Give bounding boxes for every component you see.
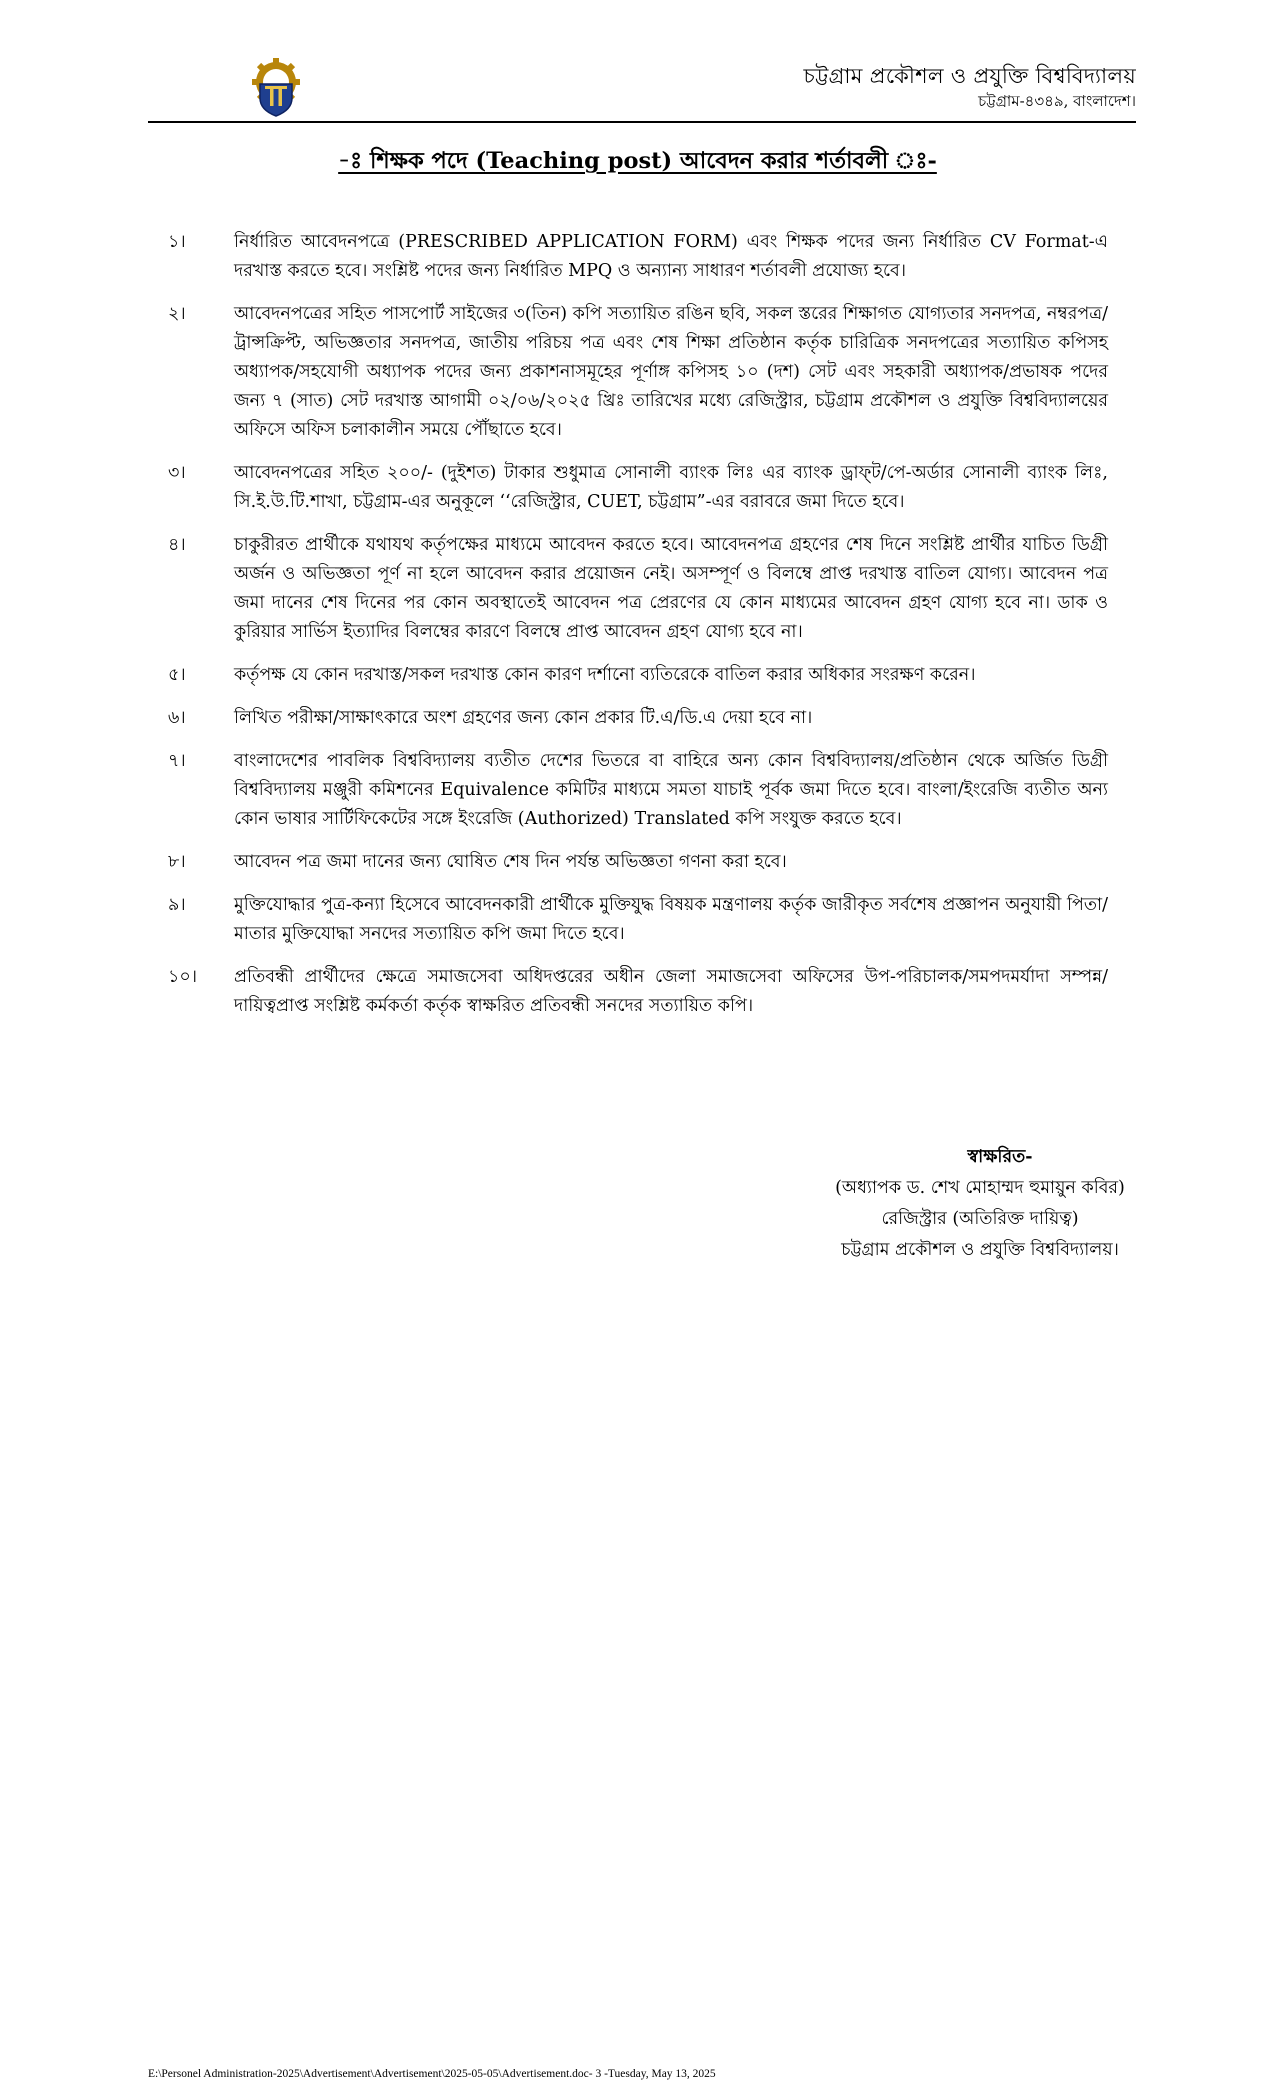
document-title <box>0 146 1275 176</box>
condition-item <box>168 704 1108 733</box>
signatory-institution: চট্টগ্রাম প্রকৌশল ও প্রযুক্তি বিশ্ববিদ্যালয়। <box>841 1240 1119 1260</box>
conditions-list <box>168 228 1108 1035</box>
condition-text: বাংলাদেশের পাবলিক বিশ্ববিদ্যালয় ব্যতীত দেশের ভিতরে বা বাহিরে অন্য কোন বিশ্ববিদ্যালয়/প্রতিষ্ঠান থেকে অর্জিত ডিগ্রী বিশ্ববিদ্যালয় মঞ্জুরী কমিশনের Equivalence কমিটির মাধ্যমে সমতা যাচাই পূর্বক জমা দিতে হবে। বাংলা/ইংরেজি ব্যতীত অন্য কোন ভাষার সার্টিফিকেটের সঙ্গে ইংরেজি (Authorized) Translated কপি সংযুক্ত করতে হবে। <box>234 751 1108 829</box>
condition-number: ৮। <box>168 852 186 872</box>
document-header <box>148 52 1136 122</box>
condition-item <box>168 848 1108 877</box>
condition-number: ৭। <box>168 751 186 771</box>
condition-item <box>168 300 1108 445</box>
condition-text: কর্তৃপক্ষ যে কোন দরখাস্ত/সকল দরখাস্ত কোন কারণ দর্শানো ব্যতিরেকে বাতিল করার অধিকার সংরক্ষণ করেন। <box>234 665 976 685</box>
condition-item <box>168 531 1108 647</box>
condition-item <box>168 661 1108 690</box>
signature-block <box>780 1142 1180 1266</box>
header-divider <box>148 121 1136 123</box>
condition-number: ৫। <box>168 665 186 685</box>
condition-item <box>168 891 1108 949</box>
condition-number: ১। <box>168 232 186 252</box>
condition-item <box>168 747 1108 834</box>
condition-number: ৬। <box>168 708 186 728</box>
condition-number: ২। <box>168 304 186 324</box>
condition-text: লিখিত পরীক্ষা/সাক্ষাৎকারে অংশ গ্রহণের জন্য কোন প্রকার টি.এ/ডি.এ দেয়া হবে না। <box>234 708 813 728</box>
condition-text: আবেদনপত্রের সহিত ২০০/- (দুইশত) টাকার শুধুমাত্র সোনালী ব্যাংক লিঃ এর ব্যাংক ড্রাফ্‌ট/পে-অর্ডার সোনালী ব্যাংক লিঃ, সি.ই.উ.টি.শাখা, চট্টগ্রাম-এর অনুকূলে ‘‘রেজিস্ট্রার, CUET, চট্টগ্রাম”-এর বরাবরে জমা দিতে হবে। <box>234 463 1108 512</box>
condition-number: ৪। <box>168 535 186 555</box>
header-text-block <box>804 62 1137 112</box>
cuet-crest-logo <box>248 58 304 118</box>
file-path-footer: E:\Personel Administration-2025\Advertisement\Advertisement\2025-05-05\Advertisement.doc- 3 -Tuesday, May 13, 2025 <box>148 2068 716 2080</box>
university-name: চট্টগ্রাম প্রকৌশল ও প্রযুক্তি বিশ্ববিদ্যালয় <box>803 64 1136 88</box>
condition-number: ৩। <box>168 463 186 483</box>
condition-number: ১০। <box>168 967 197 987</box>
signatory-designation: রেজিস্ট্রার (অতিরিক্ত দায়িত্ব) <box>881 1209 1079 1229</box>
condition-text: নির্ধারিত আবেদনপত্রে (PRESCRIBED APPLICATION FORM) এবং শিক্ষক পদের জন্য নির্ধারিত CV Format-এ দরখাস্ত করতে হবে। সংশ্লিষ্ট পদের জন্য নির্ধারিত MPQ ও অন্যান্য সাধারণ শর্তাবলী প্রযোজ্য হবে। <box>234 232 1108 281</box>
condition-item <box>168 228 1108 286</box>
condition-text: আবেদন পত্র জমা দানের জন্য ঘোষিত শেষ দিন পর্যন্ত অভিজ্ঞতা গণনা করা হবে। <box>234 852 787 872</box>
condition-number: ৯। <box>168 895 186 915</box>
document-title-text: -ঃ শিক্ষক পদে (Teaching post) আবেদন করার শর্তাবলী ঃ- <box>338 148 937 174</box>
condition-text: চাকুরীরত প্রার্থীকে যথাযথ কর্তৃপক্ষের মাধ্যমে আবেদন করতে হবে। আবেদনপত্র গ্রহণের শেষ দিনে সংশ্লিষ্ট প্রার্থীর যাচিত ডিগ্রী অর্জন ও অভিজ্ঞতা পূর্ণ না হলে আবেদন করার প্রয়োজন নেই। অসম্পূর্ণ ও বিলম্বে প্রাপ্ত দরখাস্ত বাতিল যোগ্য। আবেদন পত্র জমা দানের শেষ দিনের পর কোন অবস্থাতেই আবেদন পত্র প্রেরণের যে কোন মাধ্যমের আবেদন গ্রহণ যোগ্য হবে না। ডাক ও কুরিয়ার সার্ভিস ইত্যাদির বিলম্বের কারণে বিলম্বে প্রাপ্ত আবেদন গ্রহণ যোগ্য হবে না। <box>234 535 1108 642</box>
condition-item <box>168 963 1108 1021</box>
condition-item <box>168 459 1108 517</box>
condition-text: প্রতিবন্ধী প্রার্থীদের ক্ষেত্রে সমাজসেবা অধিদপ্তরের অধীন জেলা সমাজসেবা অফিসের উপ-পরিচালক/সমপদমর্যাদা সম্পন্ন/ দায়িত্বপ্রাপ্ত সংশ্লিষ্ট কর্মকর্তা কর্তৃক স্বাক্ষরিত প্রতিবন্ধী সনদের সত্যায়িত কপি। <box>234 967 1108 1016</box>
university-address: চট্টগ্রাম-৪৩৪৯, বাংলাদেশ। <box>978 92 1136 110</box>
condition-text: আবেদনপত্রের সহিত পাসপোর্ট সাইজের ৩(তিন) কপি সত্যায়িত রঙিন ছবি, সকল স্তরের শিক্ষাগত যোগ্যতার সনদপত্র, নম্বরপত্র/ট্রান্সক্রিপ্ট, অভিজ্ঞতার সনদপত্র, জাতীয় পরিচয় পত্র এবং শেষ শিক্ষা প্রতিষ্ঠান কর্তৃক চারিত্রিক সনদপত্রের সত্যায়িত কপিসহ অধ্যাপক/সহযোগী অধ্যাপক পদের জন্য প্রকাশনাসমূহের পূর্ণাঙ্গ কপিসহ ১০ (দশ) সেট এবং সহকারী অধ্যাপক/প্রভাষক পদের জন্য ৭ (সাত) সেট দরখাস্ত আগামী ০২/০৬/২০২৫ খ্রিঃ তারিখের মধ্যে রেজিস্ট্রার, চট্টগ্রাম প্রকৌশল ও প্রযুক্তি বিশ্ববিদ্যালয়ের অফিসে অফিস চলাকালীন সময়ে পৌঁছাতে হবে। <box>234 304 1109 440</box>
signatory-name: (অধ্যাপক ড. শেখ মোহাম্মদ হুমায়ুন কবির) <box>835 1178 1125 1198</box>
condition-text: মুক্তিযোদ্ধার পুত্র-কন্যা হিসেবে আবেদনকারী প্রার্থীকে মুক্তিযুদ্ধ বিষয়ক মন্ত্রণালয় কর্তৃক জারীকৃত সর্বশেষ প্রজ্ঞাপন অনুযায়ী পিতা/মাতার মুক্তিযোদ্ধা সনদের সত্যায়িত কপি জমা দিতে হবে। <box>234 895 1108 944</box>
signature-label: স্বাক্ষরিত- <box>967 1147 1033 1167</box>
